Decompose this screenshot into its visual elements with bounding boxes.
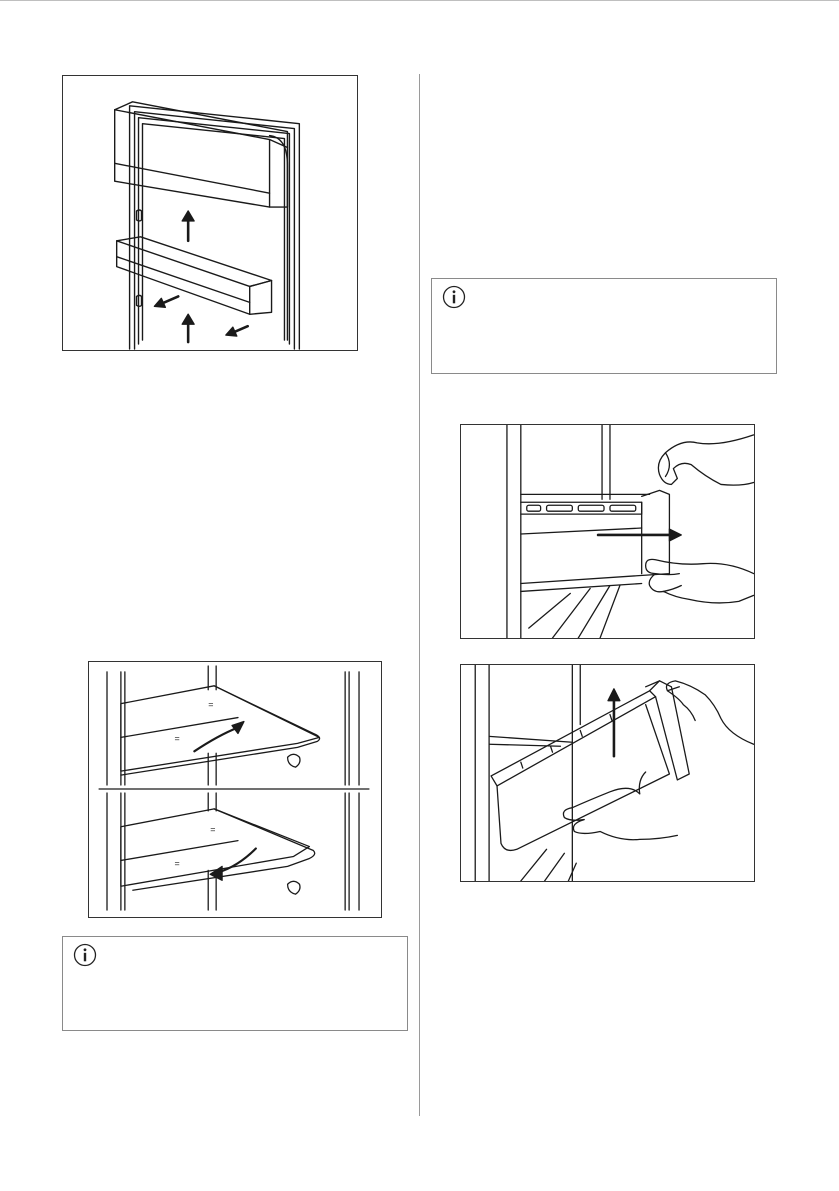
drawer-lift-illustration bbox=[461, 665, 754, 881]
glass-shelf-illustration bbox=[89, 662, 381, 917]
drawer-lift-out-figure bbox=[460, 664, 755, 882]
info-note-left bbox=[62, 936, 408, 1031]
svg-text:=: = bbox=[174, 858, 180, 869]
svg-text:=: = bbox=[210, 824, 216, 835]
drawer-pull-illustration bbox=[461, 425, 754, 638]
drawer-pull-out-figure bbox=[460, 424, 755, 639]
info-icon bbox=[73, 943, 97, 967]
glass-shelf-positioning-figure bbox=[88, 661, 382, 918]
svg-text:=: = bbox=[174, 733, 180, 744]
page-top-edge bbox=[0, 0, 839, 1]
svg-text:=: = bbox=[208, 699, 214, 710]
door-balcony-removal-figure bbox=[62, 75, 358, 351]
info-icon bbox=[442, 285, 466, 309]
info-note-right bbox=[431, 278, 777, 374]
column-divider bbox=[419, 74, 420, 1116]
door-shelf-illustration bbox=[63, 76, 357, 350]
